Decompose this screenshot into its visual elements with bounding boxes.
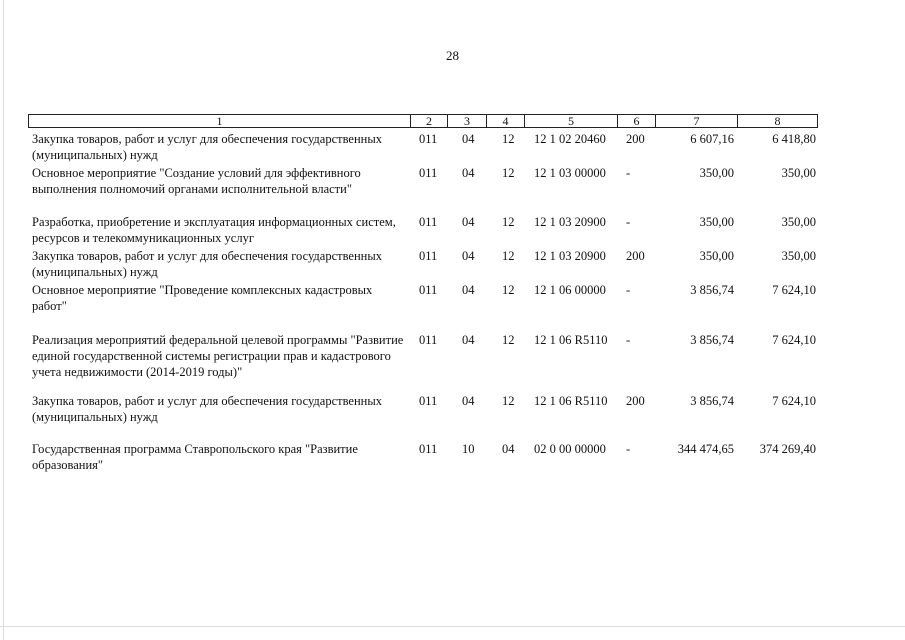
- row-col-6: 200: [626, 394, 645, 408]
- row-col-6: 200: [626, 132, 645, 146]
- row-col-6: 200: [626, 249, 645, 263]
- row-col-4: 12: [502, 166, 515, 180]
- page-number: 28: [446, 48, 459, 63]
- row-col-2: 011: [419, 215, 438, 229]
- row-col-2: 011: [419, 283, 438, 297]
- row-col-3: 04: [462, 132, 475, 146]
- row-col-7: 344 474,65: [677, 442, 734, 456]
- row-col-8: 350,00: [781, 249, 816, 263]
- row-name: Разработка, приобретение и эксплуатация информационных систем, ресурсов и телекоммуникационных услуг: [32, 215, 396, 245]
- row-col-8: 7 624,10: [772, 333, 816, 347]
- table-header: [28, 114, 818, 128]
- header-col-8: 8: [737, 115, 817, 127]
- row-name: Закупка товаров, работ и услуг для обеспечения государственных (муниципальных) нужд: [32, 132, 383, 162]
- row-col-8: 374 269,40: [759, 442, 816, 456]
- row-col-6: -: [626, 442, 631, 456]
- row-col-7: 3 856,74: [690, 283, 734, 297]
- scan-edge-line: [3, 0, 4, 640]
- row-col-3: 04: [462, 166, 475, 180]
- row-col-4: 12: [502, 283, 515, 297]
- row-col-8: 350,00: [781, 166, 816, 180]
- row-col-5: 12 1 06 00000: [534, 283, 606, 297]
- row-col-8: 350,00: [781, 215, 816, 229]
- row-col-3: 04: [462, 215, 475, 229]
- row-col-3: 10: [462, 442, 475, 456]
- row-col-8: 6 418,80: [772, 132, 816, 146]
- row-col-7: 350,00: [699, 249, 734, 263]
- header-col-3: 3: [447, 115, 486, 127]
- row-col-2: 011: [419, 394, 438, 408]
- row-col-8: 7 624,10: [772, 283, 816, 297]
- row-col-6: -: [626, 333, 631, 347]
- header-col-5: 5: [524, 115, 617, 127]
- scan-bottom-edge: [0, 626, 905, 627]
- row-name: Основное мероприятие "Проведение комплексных кадастровых работ": [32, 283, 373, 313]
- row-col-6: -: [626, 283, 631, 297]
- row-col-5: 12 1 03 00000: [534, 166, 606, 180]
- row-col-4: 04: [502, 442, 515, 456]
- row-col-4: 12: [502, 333, 515, 347]
- row-col-4: 12: [502, 394, 515, 408]
- row-col-5: 12 1 02 20460: [534, 132, 606, 146]
- row-col-5: 12 1 03 20900: [534, 215, 606, 229]
- header-col-6: 6: [617, 115, 655, 127]
- row-col-6: -: [626, 215, 631, 229]
- row-col-5: 12 1 06 R5110: [534, 394, 608, 408]
- row-col-2: 011: [419, 442, 438, 456]
- row-col-7: 350,00: [699, 166, 734, 180]
- header-col-7: 7: [655, 115, 737, 127]
- row-col-4: 12: [502, 215, 515, 229]
- row-col-7: 3 856,74: [690, 333, 734, 347]
- header-col-1: 1: [216, 114, 223, 128]
- row-name: Закупка товаров, работ и услуг для обеспечения государственных (муниципальных) нужд: [32, 249, 383, 279]
- row-col-3: 04: [462, 249, 475, 263]
- row-col-5: 12 1 03 20900: [534, 249, 606, 263]
- row-col-4: 12: [502, 132, 515, 146]
- row-col-2: 011: [419, 166, 438, 180]
- header-col-2: 2: [410, 115, 447, 127]
- header-col-4: 4: [486, 115, 524, 127]
- row-col-4: 12: [502, 249, 515, 263]
- row-col-5: 12 1 06 R5110: [534, 333, 608, 347]
- row-name: Основное мероприятие "Создание условий для эффективного выполнения полномочий органами исполнительной власти": [32, 166, 361, 196]
- row-col-3: 04: [462, 333, 475, 347]
- row-col-6: -: [626, 166, 631, 180]
- row-col-3: 04: [462, 283, 475, 297]
- row-col-7: 6 607,16: [690, 132, 734, 146]
- row-col-2: 011: [419, 333, 438, 347]
- row-col-7: 3 856,74: [690, 394, 734, 408]
- row-name: Государственная программа Ставропольского края "Развитие образования": [32, 442, 358, 472]
- row-col-8: 7 624,10: [772, 394, 816, 408]
- row-name: Закупка товаров, работ и услуг для обеспечения государственных (муниципальных) нужд: [32, 394, 383, 424]
- row-name: Реализация мероприятий федеральной целевой программы "Развитие единой государственной системы регистрации прав и кадастрового учета недвижимости (2014-2019 годы)": [32, 333, 404, 379]
- row-col-5: 02 0 00 00000: [534, 442, 606, 456]
- row-col-3: 04: [462, 394, 475, 408]
- row-col-7: 350,00: [699, 215, 734, 229]
- row-col-2: 011: [419, 249, 438, 263]
- row-col-2: 011: [419, 132, 438, 146]
